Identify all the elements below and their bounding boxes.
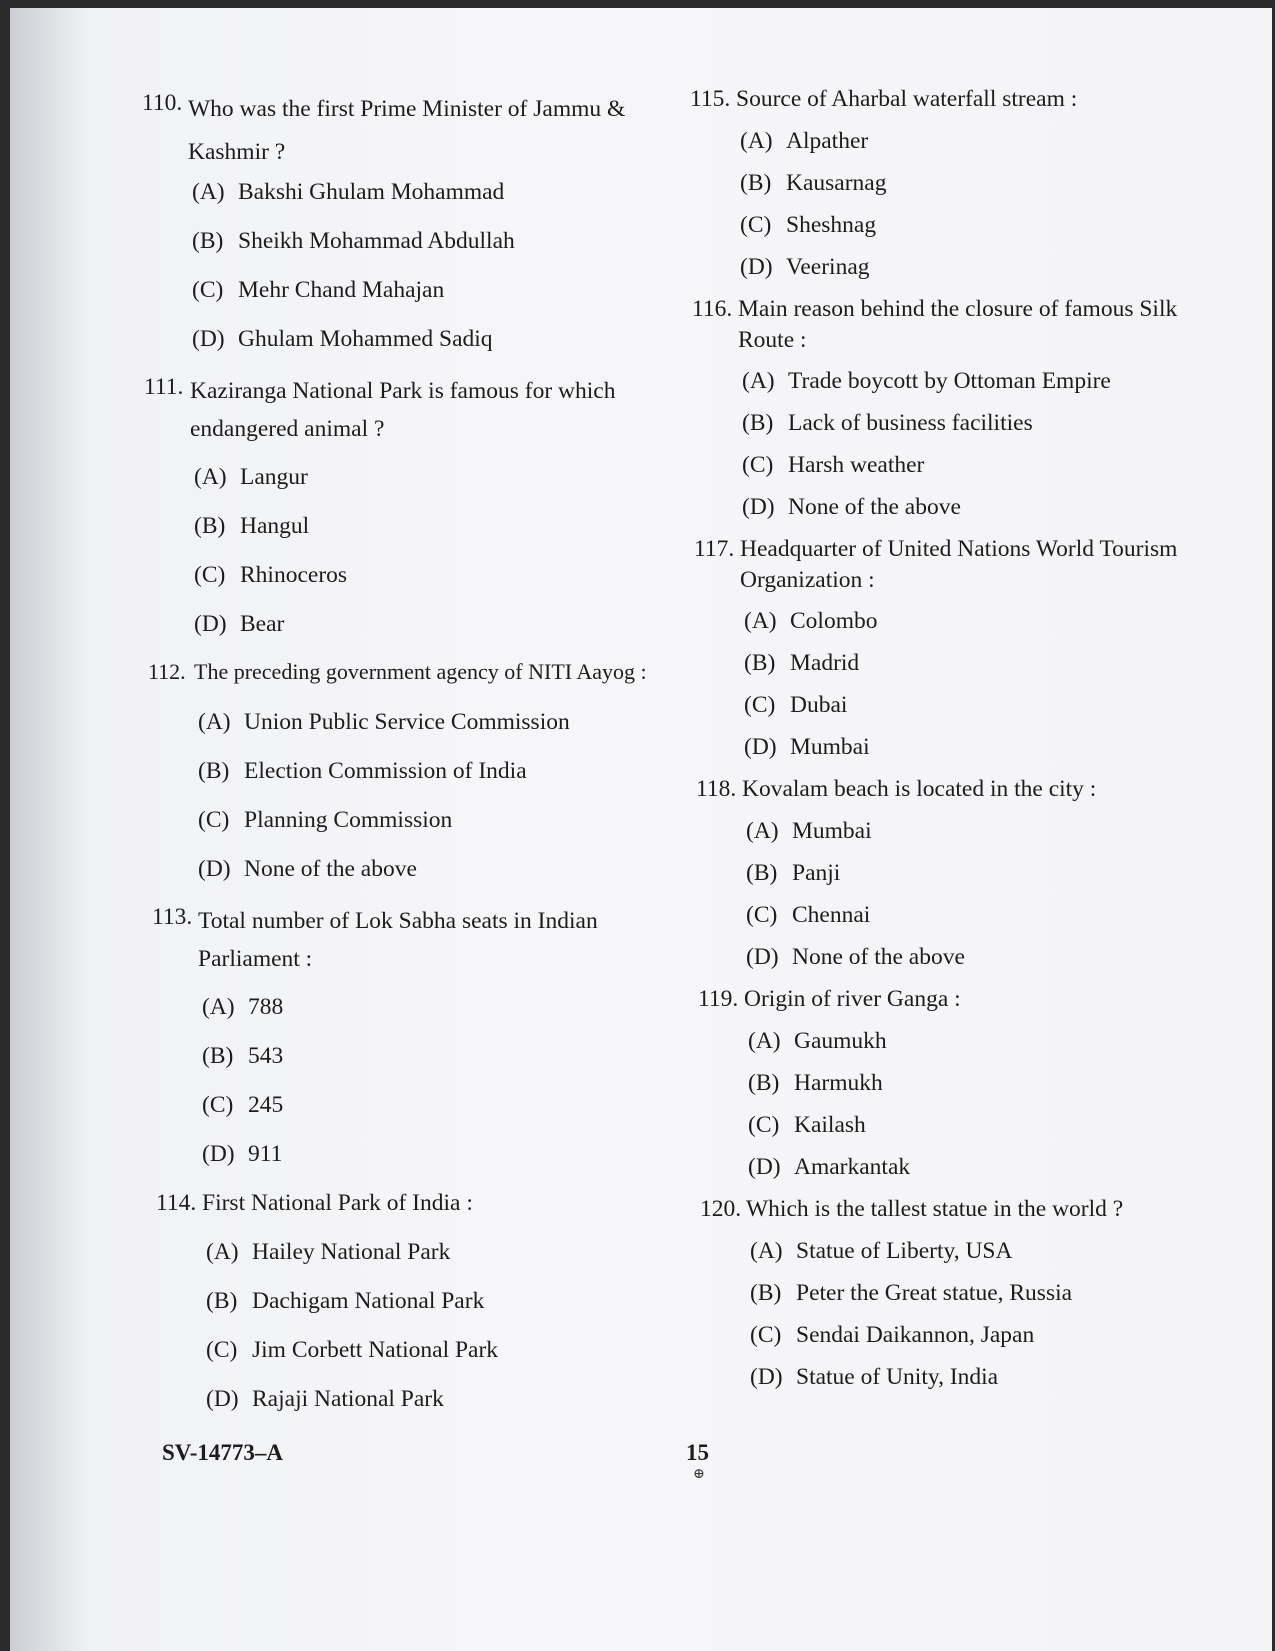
option-b[interactable]: (B) Hangul	[194, 513, 310, 539]
question-number: 117.	[694, 536, 735, 562]
question-119	[698, 984, 1238, 1015]
question-117	[694, 534, 1234, 595]
option-b[interactable]: (B) Kausarnag	[740, 170, 887, 196]
question-number: 116.	[692, 296, 733, 322]
question-text: Kovalam beach is located in the city :	[742, 776, 1097, 802]
question-text: Source of Aharbal waterfall stream :	[736, 86, 1078, 112]
question-110	[142, 88, 672, 174]
question-text: Headquarter of United Nations World Tourism Organization :	[740, 536, 1178, 593]
option-c[interactable]: (C) Planning Commission	[198, 807, 453, 833]
option-a[interactable]: (A) Hailey National Park	[206, 1239, 451, 1265]
question-text: Kaziranga National Park is famous for which endangered animal ?	[190, 378, 616, 442]
option-c[interactable]: (C) Rhinoceros	[194, 562, 348, 588]
option-d[interactable]: (D) Veerinag	[740, 254, 870, 280]
question-115	[690, 84, 1230, 115]
option-d[interactable]: (D) Bear	[194, 611, 285, 637]
question-number: 110.	[142, 90, 183, 116]
question-120	[700, 1194, 1240, 1225]
option-d[interactable]: (D) None of the above	[198, 856, 417, 882]
option-d[interactable]: (D) Rajaji National Park	[206, 1386, 444, 1412]
option-c[interactable]: (C) 245	[202, 1092, 284, 1118]
option-b[interactable]: (B) Election Commission of India	[198, 758, 527, 784]
question-number: 119.	[698, 986, 739, 1012]
option-c[interactable]: (C) Harsh weather	[742, 452, 925, 478]
option-d[interactable]: (D) Mumbai	[744, 734, 870, 760]
option-a[interactable]: (A) Gaumukh	[748, 1028, 887, 1054]
option-c[interactable]: (C) Jim Corbett National Park	[206, 1337, 499, 1363]
option-d[interactable]: (D) None of the above	[746, 944, 965, 970]
option-c[interactable]: (C) Sheshnag	[740, 212, 877, 238]
question-number: 120.	[700, 1196, 742, 1222]
option-a[interactable]: (A) Alpather	[740, 128, 869, 154]
option-b[interactable]: (B) Dachigam National Park	[206, 1288, 485, 1314]
option-a[interactable]: (A) Langur	[194, 464, 308, 490]
option-b[interactable]: (B) 543	[202, 1043, 284, 1069]
option-c[interactable]: (C) Dubai	[744, 692, 848, 718]
option-a[interactable]: (A) Trade boycott by Ottoman Empire	[742, 368, 1111, 394]
question-text: Main reason behind the closure of famous Silk Route :	[738, 296, 1178, 353]
option-d[interactable]: (D) None of the above	[742, 494, 961, 520]
question-number: 112.	[148, 659, 186, 684]
question-number: 113.	[152, 904, 193, 930]
question-113	[152, 902, 682, 978]
question-number: 114.	[156, 1190, 197, 1216]
question-text: Who was the first Prime Minister of Jammu & Kashmir ?	[188, 96, 626, 165]
page-number: 15	[686, 1440, 709, 1465]
option-b[interactable]: (B) Sheikh Mohammad Abdullah	[192, 228, 515, 254]
option-c[interactable]: (C) Kailash	[748, 1112, 866, 1138]
booklet-code: SV-14773–A	[162, 1440, 283, 1465]
question-114	[156, 1188, 686, 1219]
option-c[interactable]: (C) Mehr Chand Mahajan	[192, 277, 445, 303]
option-c[interactable]: (C) Chennai	[746, 902, 871, 928]
question-text: Origin of river Ganga :	[744, 986, 961, 1012]
registration-mark-icon: ⊕	[693, 1467, 705, 1482]
option-b[interactable]: (B) Madrid	[744, 650, 860, 676]
question-text: Total number of Lok Sabha seats in Indian Parliament :	[198, 908, 598, 972]
option-b[interactable]: (B) Peter the Great statue, Russia	[750, 1280, 1073, 1306]
question-116	[692, 294, 1232, 355]
option-a[interactable]: (A) Union Public Service Commission	[198, 709, 570, 735]
question-112	[148, 658, 688, 687]
option-d[interactable]: (D) Ghulam Mohammed Sadiq	[192, 326, 493, 352]
option-a[interactable]: (A) Mumbai	[746, 818, 872, 844]
option-d[interactable]: (D) Amarkantak	[748, 1154, 911, 1180]
option-c[interactable]: (C) Sendai Daikannon, Japan	[750, 1322, 1035, 1348]
question-text: Which is the tallest statue in the world ?	[746, 1196, 1124, 1222]
option-b[interactable]: (B) Panji	[746, 860, 841, 886]
question-number: 111.	[144, 374, 184, 400]
option-d[interactable]: (D) 911	[202, 1141, 283, 1167]
question-118	[696, 774, 1236, 805]
question-number: 115.	[690, 86, 731, 112]
option-a[interactable]: (A) 788	[202, 994, 284, 1020]
question-text: First National Park of India :	[202, 1190, 473, 1216]
option-b[interactable]: (B) Lack of business facilities	[742, 410, 1033, 436]
question-text: The preceding government agency of NITI Aayog :	[194, 659, 647, 684]
question-number: 118.	[696, 776, 737, 802]
option-b[interactable]: (B) Harmukh	[748, 1070, 883, 1096]
question-111	[144, 372, 674, 448]
option-a[interactable]: (A) Statue of Liberty, USA	[750, 1238, 1013, 1264]
option-d[interactable]: (D) Statue of Unity, India	[750, 1364, 999, 1390]
option-a[interactable]: (A) Colombo	[744, 608, 878, 634]
option-a[interactable]: (A) Bakshi Ghulam Mohammad	[192, 179, 505, 205]
